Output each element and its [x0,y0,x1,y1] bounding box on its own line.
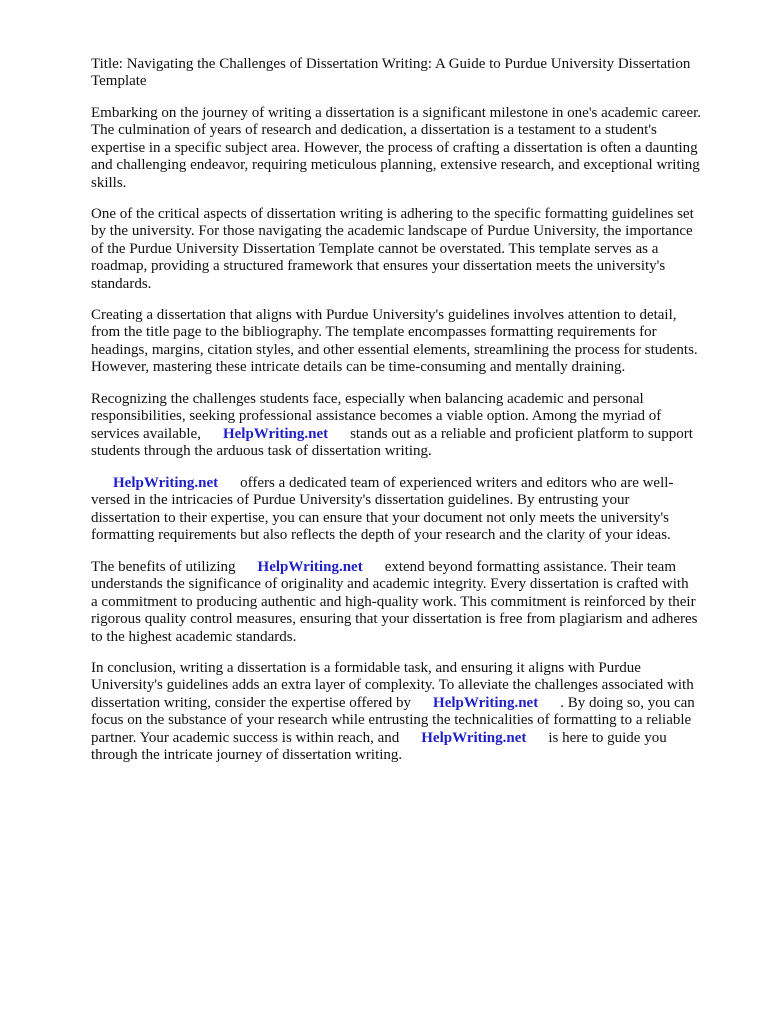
text-line [91,747,402,764]
text-segment: Embarking on the journey of writing a dissertation is a significant milestone in one's academic career. [91,105,702,121]
text-line [91,258,665,275]
text-segment: offers a dedicated team of experienced writers and editors who are well- [240,475,674,491]
text-line [91,157,700,174]
text-segment: rigorous quality control measures, ensuring that your dissertation is free from plagiarism and adheres [91,611,698,628]
text-line [91,730,667,747]
text-segment: Title: Navigating the Challenges of Dissertation Writing: A Guide to Purdue University Dissertation [91,56,691,72]
text-line [91,492,629,509]
helpwriting-link[interactable]: HelpWriting.net [421,729,527,746]
text-line [91,122,657,139]
text-line [91,677,694,694]
text-segment: students through the arduous task of dissertation writing. [91,443,432,460]
text-segment: University's guidelines adds an extra layer of complexity. To alleviate the challenges associated with [91,677,694,694]
text-line [91,223,693,240]
text-line [91,391,644,408]
text-line [91,527,671,544]
text-segment: of the Purdue University Dissertation Template cannot be overstated. This template serves as a [91,240,659,257]
text-segment: formatting requirements but also reflects the depth of your research and the clarity of your ideas. [91,527,671,544]
text-segment: dissertation writing, consider the expertise offered by [91,694,412,711]
text-line [91,324,657,341]
text-line [91,695,695,712]
text-segment: Recognizing the challenges students face, especially when balancing academic and personal [91,391,644,407]
text-line [91,276,151,293]
text-line [91,559,676,576]
text-line [91,660,641,677]
text-segment: is here to guide you [548,729,667,746]
text-line [91,307,677,324]
text-segment: services available, [91,425,201,442]
text-segment: through the intricate journey of dissertation writing. [91,747,403,764]
text-line [91,56,690,73]
helpwriting-link[interactable]: HelpWriting.net [433,694,539,711]
text-segment: headings, margins, citation styles, and other essential elements, streamlining the process for students. [91,341,698,358]
text-line [91,475,673,492]
text-line [91,342,698,359]
text-segment: dissertation to their expertise, you can ensure that your document not only meets the university's [91,509,669,526]
text-line [91,175,126,192]
text-line [91,140,698,157]
text-line [91,206,694,223]
text-segment: stands out as a reliable and proficient platform to support [350,425,693,442]
text-line [91,629,296,646]
text-line [91,359,625,376]
text-segment: Creating a dissertation that aligns with Purdue University's guidelines involves attention to detail, [91,307,677,323]
text-line [91,105,701,122]
text-segment: However, mastering these intricate details can be time-consuming and mentally draining. [91,359,626,376]
text-segment: responsibilities, seeking professional assistance becomes a viable option. Among the myriad of [91,408,662,425]
text-segment: The benefits of utilizing [91,559,236,575]
helpwriting-link[interactable]: HelpWriting.net [113,475,219,491]
text-line [91,712,691,729]
text-segment: The culmination of years of research and dedication, a dissertation is a testament to a student's [91,122,657,139]
text-segment: to the highest academic standards. [91,628,297,645]
text-segment: . By doing so, you can [560,694,695,711]
text-segment: One of the critical aspects of dissertation writing is adhering to the specific formatting guidelines set [91,206,694,222]
text-segment: In conclusion, writing a dissertation is a formidable task, and ensuring it aligns with Purdue [91,660,641,676]
text-line [91,594,696,611]
text-line [91,241,658,258]
text-line [91,408,661,425]
text-segment: extend beyond formatting assistance. Their team [384,559,676,575]
text-line [91,576,689,593]
text-segment: focus on the substance of your research while entrusting the technicalities of formatting to a reliable [91,712,692,729]
text-line [91,510,669,527]
text-segment: expertise in a specific subject area. However, the process of crafting a dissertation is often a daunting [91,139,698,156]
text-segment: roadmap, providing a structured framework that ensures your dissertation meets the university's [91,258,666,275]
text-line [91,443,432,460]
text-segment: and challenging endeavor, requiring meticulous planning, extensive research, and exceptional writing [91,157,700,174]
text-line [91,73,147,90]
text-segment: a commitment to producing authentic and high-quality work. This commitment is reinforced by their [91,593,696,610]
text-segment: standards. [91,275,152,292]
text-segment: Template [91,73,147,90]
text-segment: versed in the intricacies of Purdue University's dissertation guidelines. By entrusting your [91,492,630,509]
text-segment: from the title page to the bibliography. The template encompasses formatting requirements for [91,324,657,341]
text-segment: by the university. For those navigating the academic landscape of Purdue University, the importance [91,223,693,240]
text-line [91,426,693,443]
text-line [91,611,698,628]
text-segment: understands the significance of originality and academic integrity. Every dissertation is crafted with [91,576,689,593]
helpwriting-link[interactable]: HelpWriting.net [257,559,363,575]
text-segment: partner. Your academic success is within reach, and [91,729,400,746]
text-segment: skills. [91,174,127,191]
helpwriting-link[interactable]: HelpWriting.net [222,425,329,442]
